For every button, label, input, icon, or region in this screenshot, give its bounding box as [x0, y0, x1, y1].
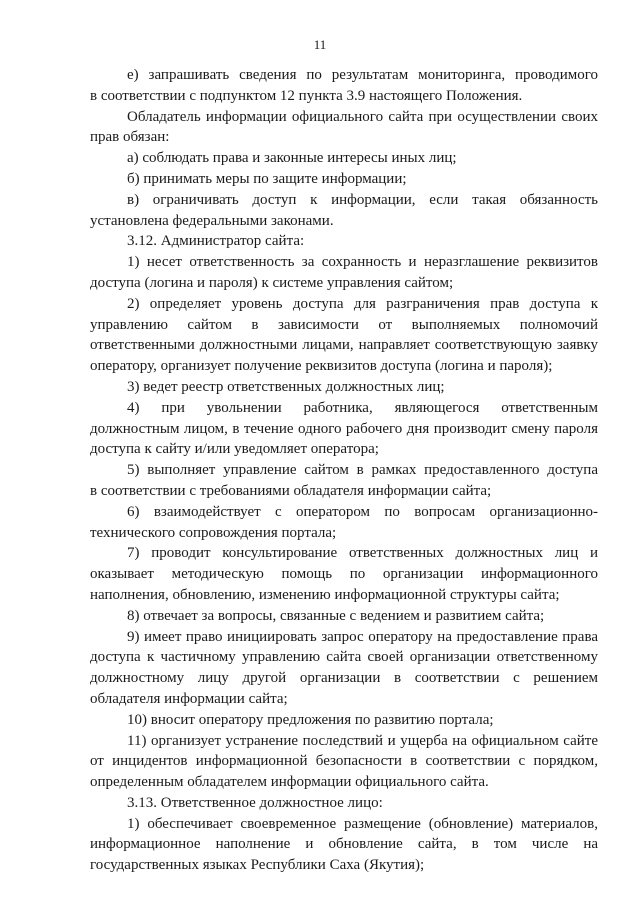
text-line: в соответствии с подпунктом 12 пункта 3.9 настоящего Положения. [90, 87, 523, 104]
text-line: доступа к сайту и/или уведомляет оператора; [90, 441, 379, 458]
text-line: доступа (логина и пароля) к системе управления сайтом; [90, 274, 454, 291]
text-line: от инцидентов информационной безопасности в соответствии с порядком, [90, 753, 598, 770]
text-line: а) соблюдать права и законные интересы иных лиц; [127, 150, 457, 167]
text-line: 1) несет ответственность за сохранность и неразглашение реквизитов [127, 254, 598, 271]
text-line: 11) организует устранение последствий и ущерба на официальном сайте [127, 732, 598, 749]
text-line: 1) обеспечивает своевременное размещение (обновление) материалов, [127, 815, 598, 832]
text-line: Обладатель информации официального сайта при осуществлении своих [127, 108, 598, 125]
text-line: информационное наполнение и обновление сайта, в том числе на [90, 836, 598, 853]
text-line: 7) проводит консультирование ответственных должностных лиц и [127, 545, 598, 562]
text-line: в) ограничивать доступ к информации, если такая обязанность [127, 191, 598, 208]
text-line: 3) ведет реестр ответственных должностных лиц; [127, 378, 445, 395]
text-line: 5) выполняет управление сайтом в рамках предоставленного доступа [127, 462, 598, 479]
text-line: оператору, организует получение реквизитов доступа (логина и пароля); [90, 358, 553, 375]
text-line: технического сопровождения портала; [90, 524, 337, 541]
text-line: 3.13. Ответственное должностное лицо: [127, 794, 383, 811]
text-line: доступа к частичному управлению сайта своей организации ответственному [90, 649, 598, 666]
text-line: 4) при увольнении работника, являющегося ответственным [127, 399, 598, 416]
text-line: определенным обладателем информации официального сайта. [90, 774, 489, 791]
text-line: 3.12. Администратор сайта: [127, 233, 305, 250]
text-line: б) принимать меры по защите информации; [127, 170, 407, 187]
text-line: должностным лицом, в течение одного рабочего дня производит смену пароля [90, 420, 598, 437]
text-line: е) запрашивать сведения по результатам мониторинга, проводимого [127, 67, 598, 83]
text-line: ответственными должностными лицами, направляет соответствующую заявку [90, 337, 598, 354]
document-body [90, 65, 598, 876]
text-line: прав обязан: [90, 129, 170, 146]
text-line: 2) определяет уровень доступа для разграничения прав доступа к [127, 295, 598, 312]
text-line: 10) вносит оператору предложения по развитию портала; [127, 711, 494, 728]
page-number: 11 [313, 37, 327, 52]
text-line: обладателя информации сайта; [90, 690, 288, 707]
text-line: должностному лицу другой организации в соответствии с решением [90, 670, 598, 687]
text-line: государственных языках Республики Саха (Якутия); [90, 857, 425, 874]
text-line: 8) отвечает за вопросы, связанные с ведением и развитием сайта; [127, 607, 545, 624]
text-line: управлению сайтом в зависимости от выполняемых полномочий [90, 316, 598, 333]
text-line: 9) имеет право инициировать запрос оператору на предоставление права [127, 628, 598, 645]
text-line: оказывает методическую помощь по организации информационного [90, 566, 598, 583]
text-line: наполнения, обновлению, изменению информационной структуры сайта; [90, 586, 560, 603]
text-line: установлена федеральными законами. [90, 212, 334, 229]
text-line: 6) взаимодействует с оператором по вопросам организационно- [127, 503, 598, 520]
text-line: в соответствии с требованиями обладателя информации сайта; [90, 482, 492, 499]
